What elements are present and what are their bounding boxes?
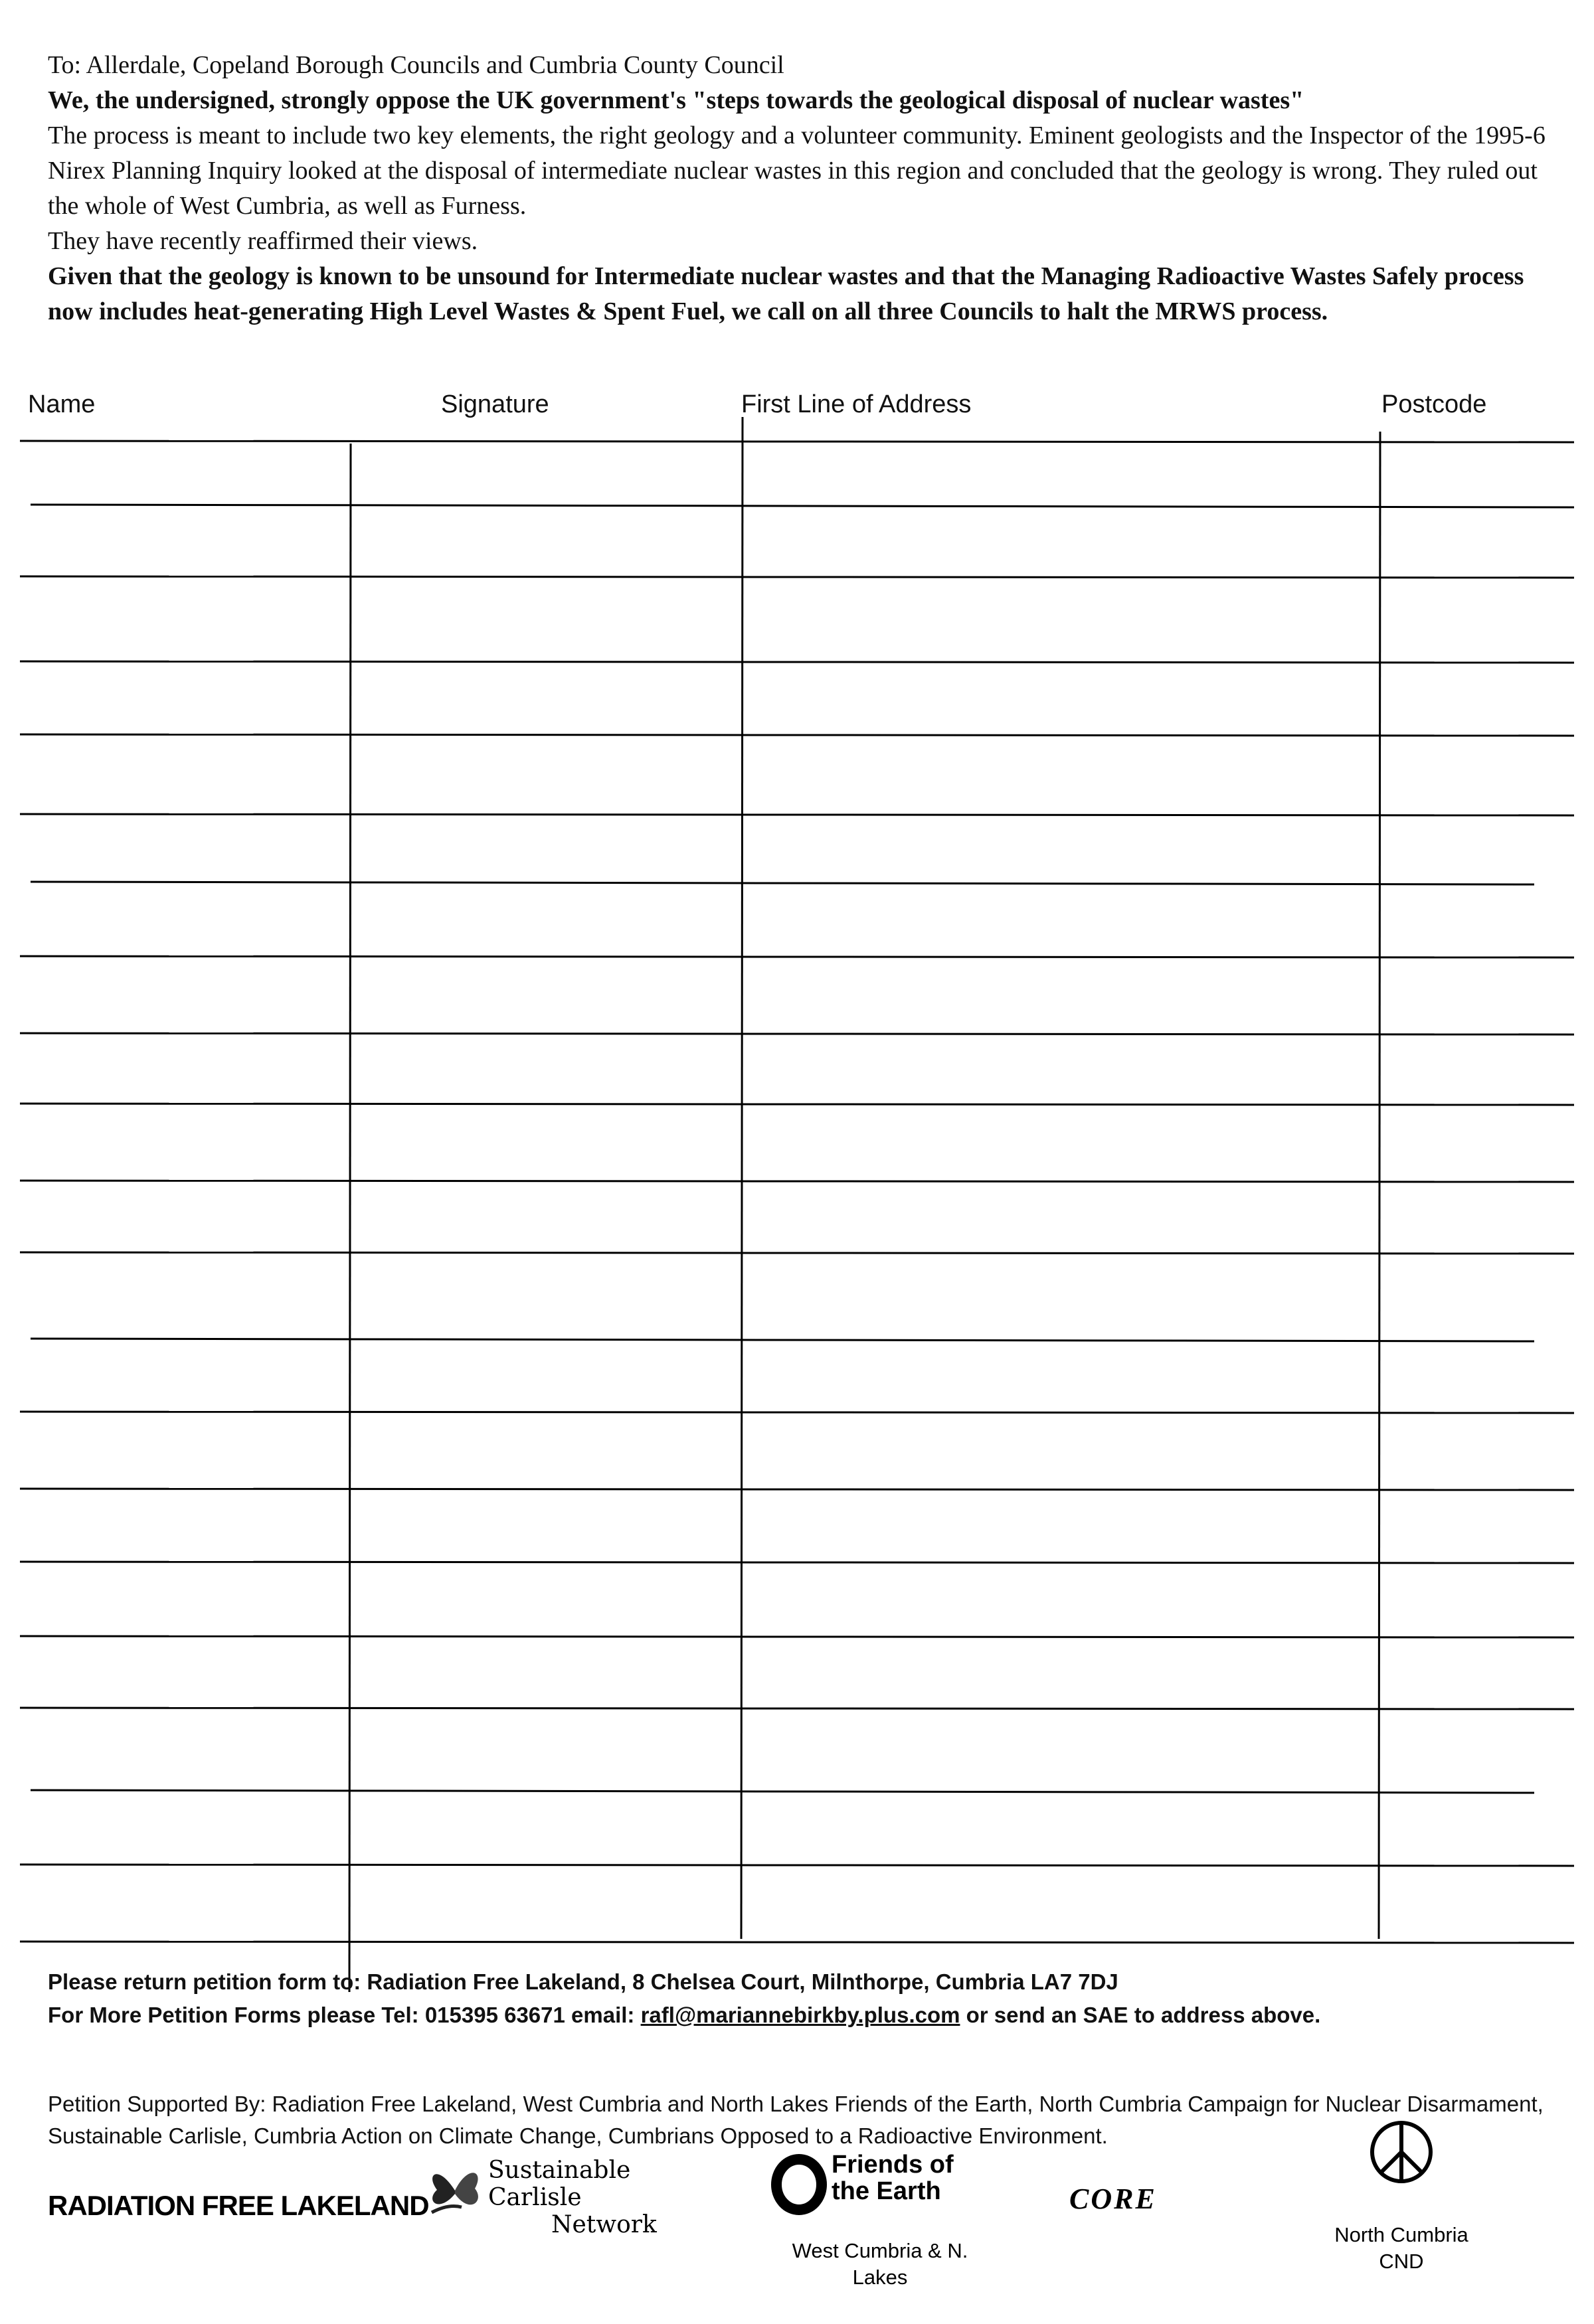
table-row-line: [20, 1636, 1574, 1637]
return-instructions: [48, 1965, 1575, 2032]
table-row-line: [31, 1790, 1534, 1793]
table-row-line: [20, 814, 1574, 815]
addressee-line: To: Allerdale, Copeland Borough Councils and Cumbria County Council: [48, 51, 784, 79]
table-row-line: [20, 1708, 1574, 1709]
table-row-line: [20, 956, 1574, 957]
scn-name: Sustainable Carlisle: [488, 2157, 631, 2211]
table-row-line: [20, 1865, 1574, 1866]
table-row-line: [20, 1412, 1574, 1413]
foe-ring-icon: [770, 2153, 828, 2216]
opposition-statement: We, the undersigned, strongly oppose the UK government's "steps towards the geological disposal of nuclear wastes": [48, 86, 1304, 114]
reaffirmed-line: They have recently reaffirmed their views.: [48, 227, 478, 255]
foe-title: Friends of the Earth: [832, 2151, 954, 2205]
table-row-line: [20, 1489, 1574, 1490]
sustainable-carlisle-logo: [425, 2157, 717, 2238]
column-header-postcode: Postcode: [1381, 390, 1487, 418]
table-row-line: [20, 1181, 1574, 1182]
scn-network: Network: [551, 2211, 657, 2238]
return-address-line: Please return petition form to: Radiation Free Lakeland, 8 Chelsea Court, Milnthorpe, Cumbria LA7 7DJ: [48, 1969, 1118, 1994]
contact-email-link[interactable]: rafl@mariannebirkby.plus.com: [640, 2003, 960, 2027]
core-logo: CORE: [1069, 2183, 1157, 2215]
table-row-line: [20, 1033, 1574, 1035]
cnd-name: North Cumbria CND: [1334, 2223, 1468, 2273]
more-forms-line: [48, 1999, 1575, 2032]
butterfly-icon: [425, 2161, 485, 2220]
column-divider-postcode: [1379, 432, 1380, 1939]
table-row-line: [20, 576, 1574, 578]
column-divider-address: [741, 417, 743, 1939]
table-row-line: [20, 661, 1574, 663]
foe-branch: West Cumbria & N. Lakes: [792, 2239, 968, 2289]
table-row-line: [20, 1562, 1574, 1563]
table-row-line: [20, 1252, 1574, 1254]
column-header-address: First Line of Address: [741, 390, 972, 418]
table-row-line: [20, 734, 1574, 736]
background-paragraph: The process is meant to include two key elements, the right geology and a volunteer community. Eminent geologists and the Inspector of the 1995-6 Nirex Planning Inquiry looked at the disposal of intermediate nuclear wastes in this region and concluded that the geology is wrong. They ruled out the whole of West Cumbria, as well as Furness.: [48, 122, 1546, 220]
sae-text: or send an SAE to address above.: [960, 2003, 1321, 2027]
table-row-line: [31, 1339, 1534, 1341]
call-to-action: Given that the geology is known to be unsound for Intermediate nuclear wastes and that the Managing Radioactive Wastes Safely process now includes heat-generating High Level Wastes & Spent Fuel, we call on all three Councils to halt the MRWS process.: [48, 262, 1524, 325]
column-divider-signature: [349, 444, 351, 1992]
column-header-signature: Signature: [441, 390, 549, 418]
table-row-line: [31, 505, 1574, 507]
table-rule-header: [20, 441, 1574, 442]
peace-symbol-icon: [1365, 2116, 1438, 2189]
table-row-line: [20, 1942, 1574, 1943]
column-header-name: Name: [28, 390, 96, 418]
table-row-line: [20, 1104, 1574, 1105]
radiation-free-lakeland-logo: RADIATION FREE LAKELAND: [48, 2190, 429, 2221]
more-forms-text: For More Petition Forms please Tel: 015395 63671 email:: [48, 2003, 641, 2027]
supported-by-text: Petition Supported By: Radiation Free Lakeland, West Cumbria and North Lakes Friends of the Earth, North Cumbria Campaign for Nuclear Disarmament, Sustainable Carlisle, Cumbria Action on Climate Change, Cumbrians Opposed to a Radioactive Environment.: [48, 2092, 1544, 2148]
table-row-line: [31, 882, 1534, 884]
